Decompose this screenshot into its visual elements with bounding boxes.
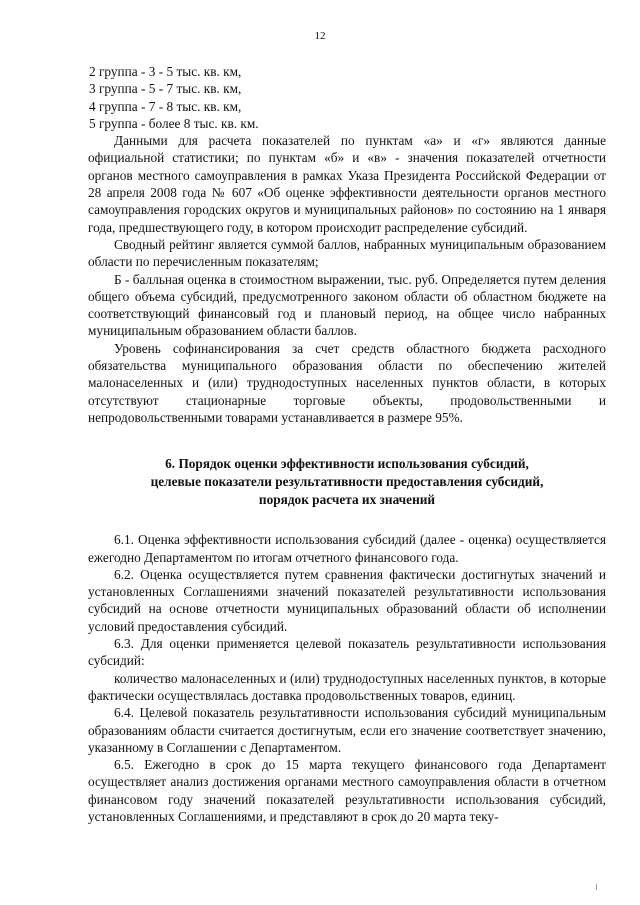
group-line: 5 группа - более 8 тыс. кв. км. [89, 115, 259, 131]
section-heading-line: порядок расчета их значений [258, 492, 436, 508]
paragraph-6-3-indicator: количество малонаселенных и (или) труднодоступных населенных пунктов, в которые фактически осуществлялась доставка продовольственных товаров, единиц. [88, 670, 606, 703]
paragraph-summary-rating: Сводный рейтинг является суммой баллов, набранных муниципальным образованием области по перечисленным показателям; [88, 236, 606, 270]
paragraph-score-value: Б - балльная оценка в стоимостном выражении, тыс. руб. Определяется путем деления общего объема субсидий, предусмотренного законом области об областном бюджете на соответствующий финансовый год и плановый период, на общее число набранных муниципальным образованием области баллов. [88, 271, 606, 339]
paragraph-data-sources: Данными для расчета показателей по пунктам «а» и «г» являются данные официальной статистики; по пунктам «б» и «в» - значения показателей отчетности органов местного самоуправления в рамках Указа Президента Российской Федерации от 28 апреля 2008 года № 607 «Об оценке эффективности деятельности органов местного самоуправления городских округов и муниципальных районов» по состоянию на 1 января года, предшествующего году, в котором происходит распределение субсидий. [88, 133, 606, 235]
section-heading-line: целевые показатели результативности предоставления субсидий, [150, 474, 544, 490]
section-heading [88, 455, 606, 509]
group-list [88, 63, 606, 132]
document-body [88, 63, 606, 825]
paragraph-cofinancing-level: Уровень софинансирования за счет средств областного бюджета расходного обязательства муниципального образования области по обеспечению жителей малонаселенных и (или) труднодоступных населенных пунктов области, в которых отсутствуют стационарные торговые объекты, продовольственными и непродовольственными товарами устанавливается в размере 95%. [88, 340, 606, 425]
paragraph-6-4: 6.4. Целевой показатель результативности использования субсидий муниципальным образованиям области считается достигнутым, если его значение соответствует значению, указанному в Соглашении с Департаментом. [88, 705, 606, 755]
group-line: 4 группа - 7 - 8 тыс. кв. км, [89, 98, 242, 114]
scan-mark [596, 884, 597, 890]
paragraph-6-2: 6.2. Оценка осуществляется путем сравнения фактически достигнутых значений и установленных Соглашениями значений показателей результативности использования субсидий на основе отчетности муниципальных образований области об исполнении условий предоставления субсидий. [88, 566, 606, 634]
group-line: 2 группа - 3 - 5 тыс. кв. км, [89, 64, 242, 79]
page-number: 12 [314, 30, 326, 42]
group-line: 3 группа - 5 - 7 тыс. кв. км, [89, 81, 242, 97]
paragraph-6-3: 6.3. Для оценки применяется целевой показатель результативности использования субсидий: [88, 636, 606, 669]
section-heading-line: 6. Порядок оценки эффективности использования субсидий, [165, 456, 529, 472]
paragraph-6-1: 6.1. Оценка эффективности использования субсидий (далее - оценка) осуществляется ежегодно Департаментом по итогам отчетного финансового года. [88, 532, 606, 565]
paragraph-6-5: 6.5. Ежегодно в срок до 15 марта текущего финансового года Департамент осуществляет анализ достижения органами местного самоуправления области в отчетном финансовом году значений показателей результативности использования субсидий, установленных Соглашениями, и представляют в срок до 20 марта теку- [88, 757, 606, 824]
